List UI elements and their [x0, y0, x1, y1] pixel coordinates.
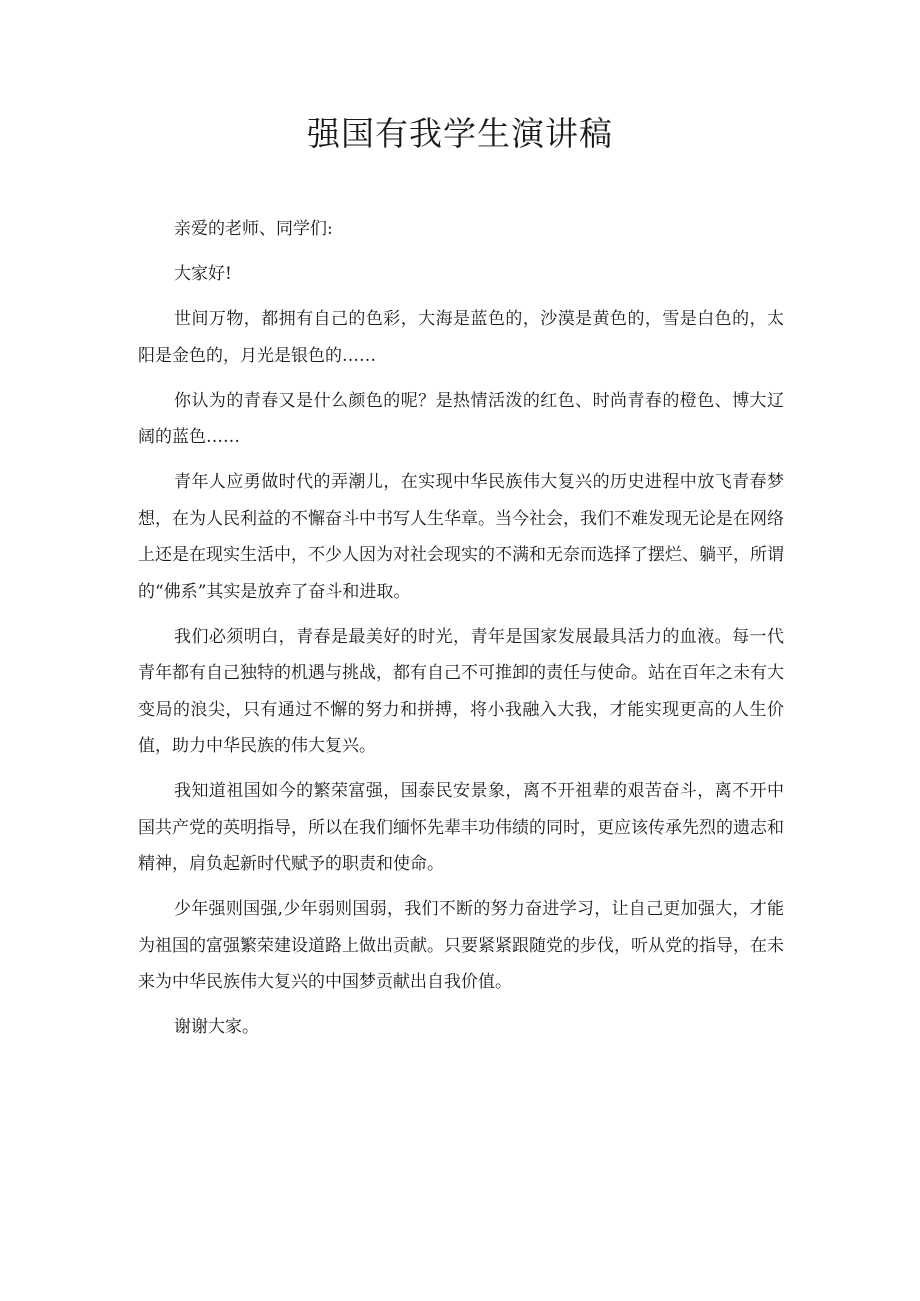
- salutation-paragraph: 亲爱的老师、同学们:: [174, 219, 333, 239]
- body-paragraph: 少年强则国强,少年弱则国弱，我们不断的努力奋进学习，让自己更加强大，才能为祖国的富强繁荣建设道路上做出贡献。只要紧紧跟随党的步伐，听从党的指导，在未来为中华民族伟大复兴的中国梦贡献出自我价值。: [138, 899, 784, 992]
- body-paragraph: 我们必须明白，青春是最美好的时光，青年是国家发展最具活力的血液。每一代青年都有自己独特的机遇与挑战，都有自己不可推卸的责任与使命。站在百年之未有大变局的浪尖，只有通过不懈的努力和拼搏，将小我融入大我，才能实现更高的人生价值，助力中华民族的伟大复兴。: [138, 626, 784, 756]
- body-paragraph: 我知道祖国如今的繁荣富强，国泰民安景象，离不开祖辈的艰苦奋斗，离不开中国共产党的英明指导，所以在我们缅怀先辈丰功伟绩的同时，更应该传承先烈的遗志和精神，肩负起新时代赋予的职责和使命。: [138, 781, 784, 874]
- body-paragraph: 青年人应勇做时代的弄潮儿，在实现中华民族伟大复兴的历史进程中放飞青春梦想，在为人民利益的不懈奋斗中书写人生华章。当今社会，我们不难发现无论是在网络上还是在现实生活中，不少人因为对社会现实的不满和无奈而选择了摆烂、躺平，所谓的“佛系”其实是放弃了奋斗和进取。: [138, 472, 784, 602]
- page-title: 强国有我学生演讲稿: [307, 114, 613, 153]
- body-paragraph: 你认为的青春又是什么颜色的呢？是热情活泼的红色、时尚青春的橙色、博大辽阔的蓝色……: [138, 390, 784, 447]
- speech-body: [138, 211, 784, 1054]
- body-paragraph: 世间万物，都拥有自己的色彩，大海是蓝色的，沙漠是黄色的，雪是白色的，太阳是金色的，月光是银色的……: [138, 309, 784, 366]
- closing-paragraph: 谢谢大家。: [174, 1017, 259, 1037]
- greeting-paragraph: 大家好!: [174, 264, 232, 284]
